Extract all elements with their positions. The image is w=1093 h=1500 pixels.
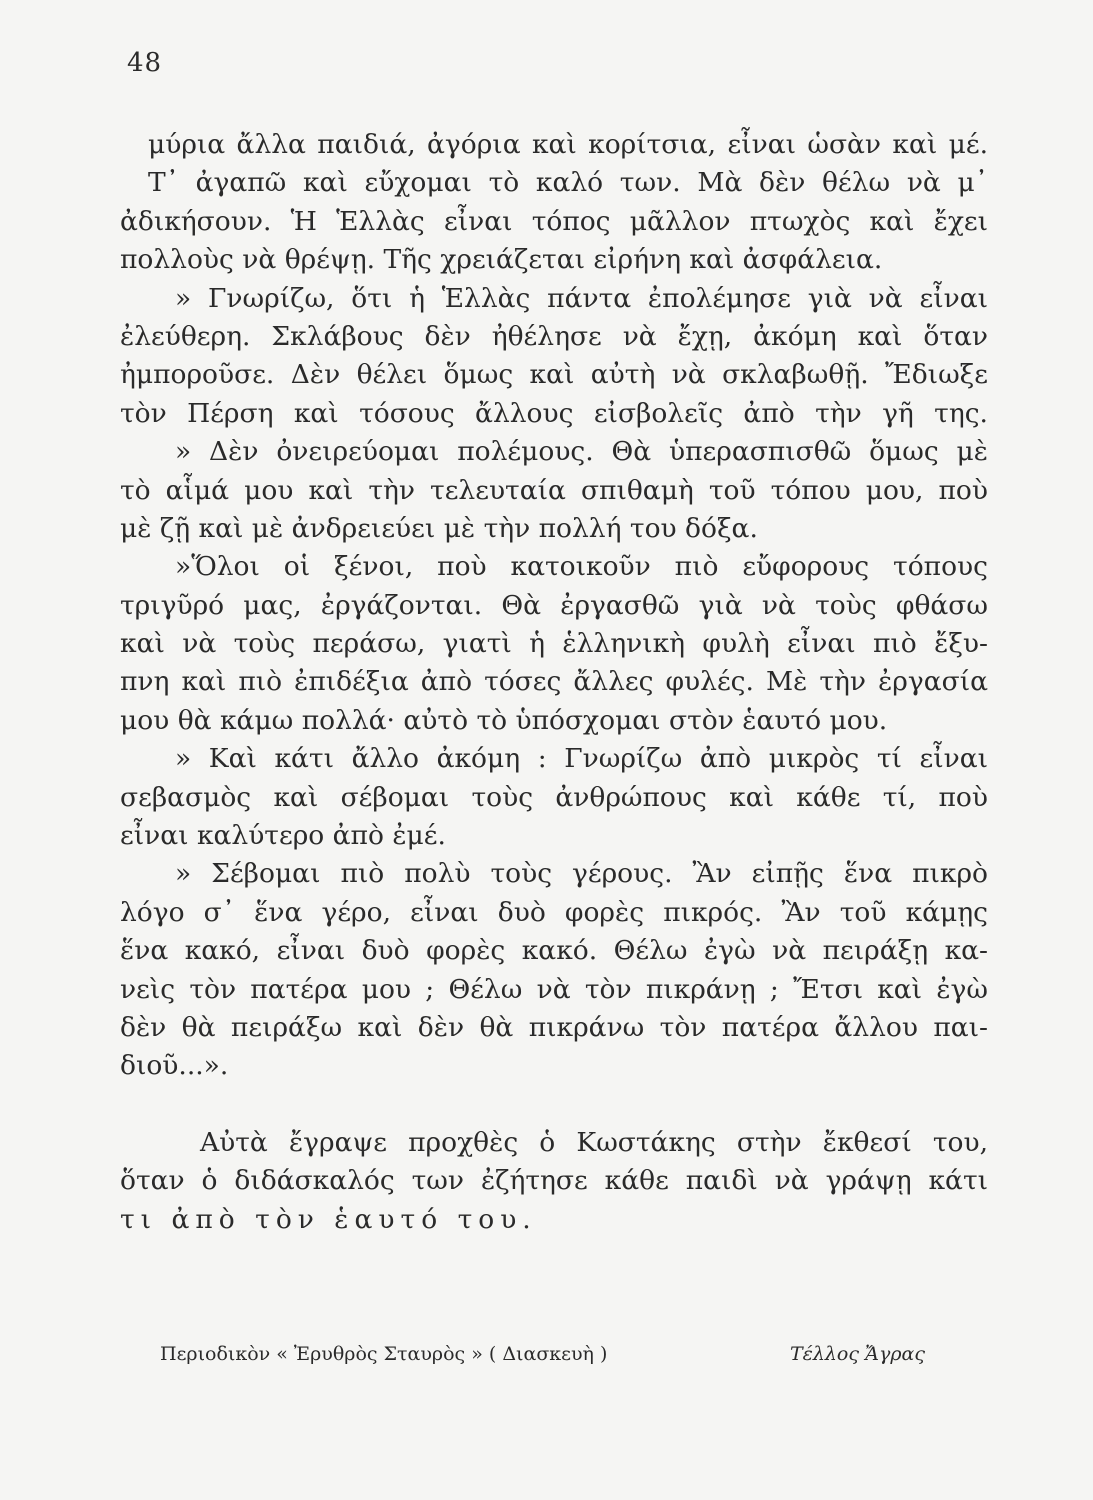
text-line: λόγο σ᾽ ἕνα γέρο, εἶναι δυὸ φορὲς πικρός. Ἂν τοῦ κάμῃς bbox=[120, 896, 988, 928]
text-line: τριγῦρό μας, ἐργάζονται. Θὰ ἐργασθῶ γιὰ νὰ τοὺς φθάσω bbox=[120, 589, 988, 621]
text-line: εἶναι καλύτερο ἀπὸ ἐμέ. bbox=[120, 820, 446, 852]
text-line: πνη καὶ πιὸ ἐπιδέξια ἀπὸ τόσες ἄλλες φυλές. Μὲ τὴν ἐργασία bbox=[120, 666, 988, 698]
footer bbox=[160, 1343, 925, 1365]
page-number: 48 bbox=[127, 48, 163, 78]
closing-line: ὅταν ὁ διδάσκαλός των ἐζήτησε κάθε παιδὶ νὰ γράψῃ κάτι bbox=[120, 1165, 988, 1197]
text-line: ἀδικήσουν. Ἡ Ἑλλὰς εἶναι τόπος μᾶλλον πτωχὸς καὶ ἔχει bbox=[120, 205, 988, 237]
body-text bbox=[120, 126, 988, 1239]
text-line: ἐλεύθερη. Σκλάβους δὲν ἠθέλησε νὰ ἔχῃ, ἀκόμη καὶ ὅταν bbox=[120, 320, 988, 352]
text-line: δὲν θὰ πειράξω καὶ δὲν θὰ πικράνω τὸν πατέρα ἄλλου παι- bbox=[120, 1011, 988, 1043]
text-line: καὶ νὰ τοὺς περάσω, γιατὶ ἡ ἑλληνικὴ φυλὴ εἶναι πιὸ ἔξυ- bbox=[120, 628, 988, 660]
text-line: » Καὶ κάτι ἄλλο ἀκόμη : Γνωρίζω ἀπὸ μικρὸς τί εἶναι bbox=[175, 743, 988, 775]
paragraph-gap bbox=[120, 1086, 988, 1124]
text-line: νεὶς τὸν πατέρα μου ; Θέλω νὰ τὸν πικράνῃ ; Ἔτσι καὶ ἐγὼ bbox=[120, 973, 988, 1005]
text-line: τὸν Πέρση καὶ τόσους ἄλλους εἰσβολεῖς ἀπὸ τὴν γῆ της. bbox=[120, 397, 988, 429]
text-line: ἕνα κακό, εἶναι δυὸ φορὲς κακό. Θέλω ἐγὼ νὰ πειράξῃ κα- bbox=[120, 935, 988, 967]
author-signature: Τέλλος Ἄγρας bbox=[789, 1343, 925, 1365]
text-line: πολλοὺς νὰ θρέψῃ. Τῆς χρειάζεται εἰρήνη καὶ ἀσφάλεια. bbox=[120, 244, 883, 276]
source-citation: Περιοδικὸν « Ἐρυθρὸς Σταυρὸς » ( Διασκευὴ ) bbox=[160, 1343, 608, 1365]
text-line: ἠμποροῦσε. Δὲν θέλει ὅμως καὶ αὐτὴ νὰ σκλαβωθῇ. Ἔδιωξε bbox=[120, 359, 988, 391]
text-line: τὸ αἷμά μου καὶ τὴν τελευταία σπιθαμὴ τοῦ τόπου μου, ποὺ bbox=[120, 474, 988, 506]
text-line: μου θὰ κάμω πολλά· αὐτὸ τὸ ὑπόσχομαι στὸν ἑαυτό μου. bbox=[120, 704, 888, 736]
text-line: » Γνωρίζω, ὅτι ἡ Ἑλλὰς πάντα ἐπολέμησε γιὰ νὰ εἶναι bbox=[175, 282, 988, 314]
text-line: » Δὲν ὀνειρεύομαι πολέμους. Θὰ ὑπερασπισθῶ ὅμως μὲ bbox=[175, 436, 988, 468]
text-line: »Ὅλοι οἱ ξένοι, ποὺ κατοικοῦν πιὸ εὔφορους τόπους bbox=[175, 551, 988, 583]
text-line: » Σέβομαι πιὸ πολὺ τοὺς γέρους. Ἂν εἰπῇς ἕνα πικρὸ bbox=[175, 858, 988, 890]
text-line: διοῦ...». bbox=[120, 1050, 229, 1082]
text-line: μὲ ζῇ καὶ μὲ ἀνδρειεύει μὲ τὴν πολλή του δόξα. bbox=[120, 512, 758, 544]
closing-line: τι ἀπὸ τὸν ἑαυτό του. bbox=[120, 1203, 537, 1235]
text-line: μύρια ἄλλα παιδιά, ἀγόρια καὶ κορίτσια, εἶναι ὡσὰν καὶ μέ. bbox=[148, 129, 988, 160]
closing-line: Αὐτὰ ἔγραψε προχθὲς ὁ Κωστάκης στὴν ἔκθεσί του, bbox=[200, 1126, 988, 1158]
text-line: Τ᾽ ἀγαπῶ καὶ εὔχομαι τὸ καλό των. Μὰ δὲν θέλω νὰ μ᾽ bbox=[148, 167, 988, 199]
text-line: σεβασμὸς καὶ σέβομαι τοὺς ἀνθρώπους καὶ κάθε τί, ποὺ bbox=[120, 781, 988, 813]
